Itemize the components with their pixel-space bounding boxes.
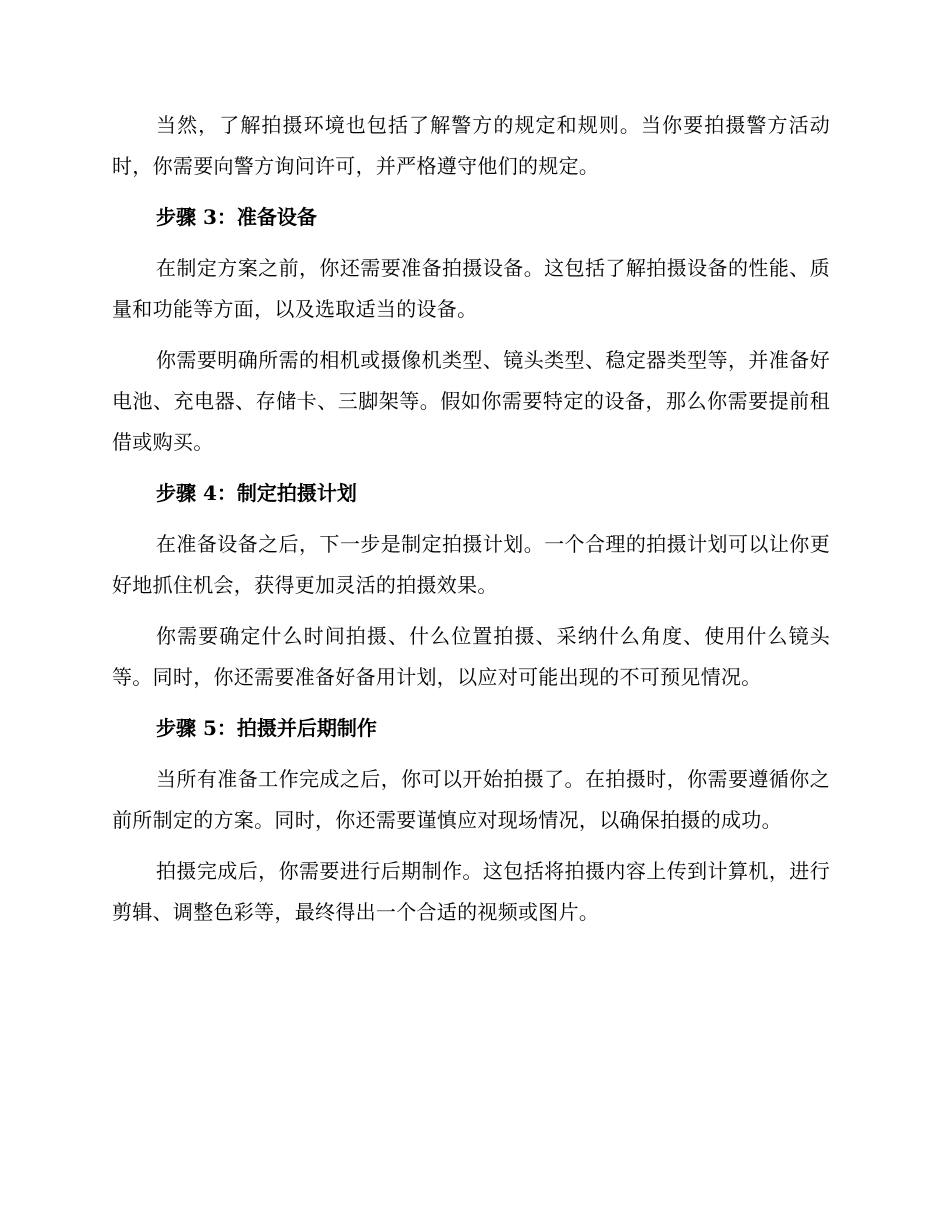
paragraph-shooting-plan: 在准备设备之后，下一步是制定拍摄计划。一个合理的拍摄计划可以让你更好地抓住机会，获得更加灵活的拍摄效果。 — [112, 532, 830, 597]
paragraph-post-production: 拍摄完成后，你需要进行后期制作。这包括将拍摄内容上传到计算机，进行剪辑、调整色彩等，最终得出一个合适的视频或图片。 — [112, 859, 830, 924]
paragraph-plan-details: 你需要确定什么时间拍摄、什么位置拍摄、采纳什么角度、使用什么镜头等。同时，你还需要准备好备用计划，以应对可能出现的不可预见情况。 — [112, 624, 830, 689]
paragraph-police-rules: 当然，了解拍摄环境也包括了解警方的规定和规则。当你要拍摄警方活动时，你需要向警方询问许可，并严格遵守他们的规定。 — [112, 113, 830, 178]
document-body — [112, 105, 830, 933]
paragraph-equipment-list: 你需要明确所需的相机或摄像机类型、镜头类型、稳定器类型等，并准备好电池、充电器、存储卡、三脚架等。假如你需要特定的设备，那么你需要提前租借或购买。 — [112, 348, 830, 454]
paragraph-prepare-equipment: 在制定方案之前，你还需要准备拍摄设备。这包括了解拍摄设备的性能、质量和功能等方面，以及选取适当的设备。 — [112, 256, 830, 321]
heading-step-4: 步骤 4：制定拍摄计划 — [156, 481, 357, 505]
paragraph-start-shooting: 当所有准备工作完成之后，你可以开始拍摄了。在拍摄时，你需要遵循你之前所制定的方案。同时，你还需要谨慎应对现场情况，以确保拍摄的成功。 — [112, 767, 830, 832]
heading-step-3: 步骤 3：准备设备 — [156, 205, 317, 229]
heading-step-5: 步骤 5：拍摄并后期制作 — [156, 716, 377, 740]
